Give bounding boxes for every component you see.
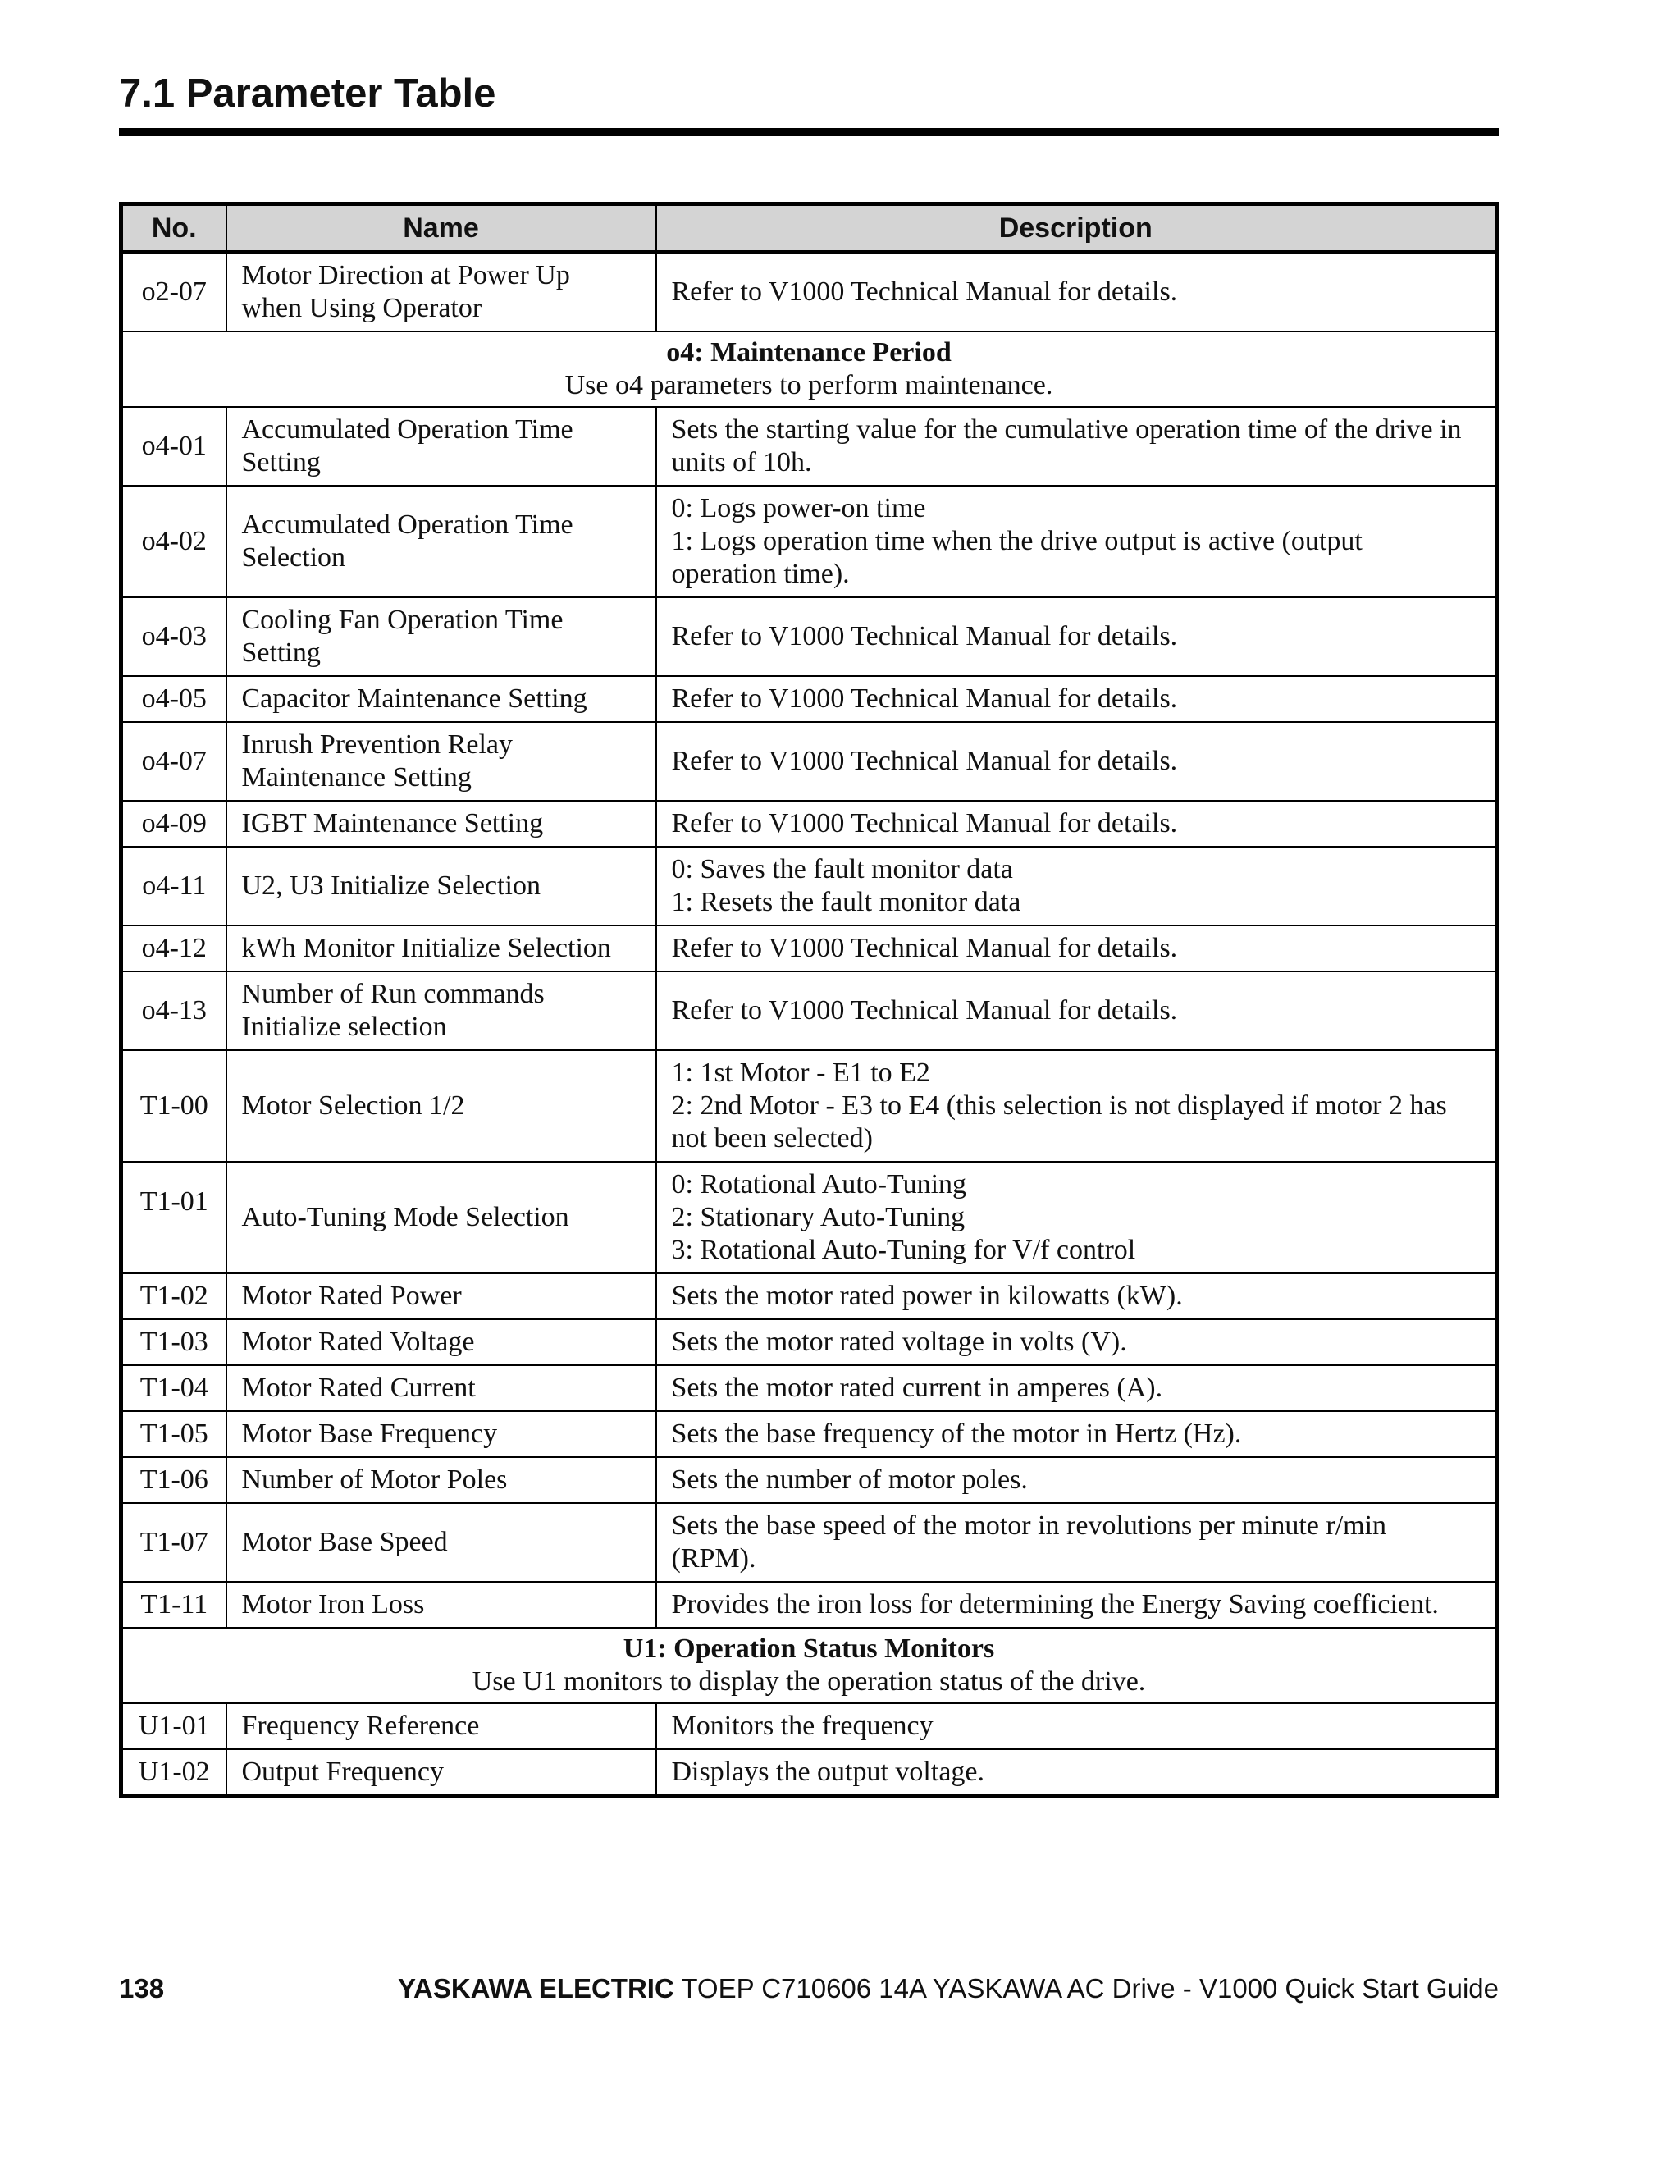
param-description-line: 0: Rotational Auto-Tuning <box>671 1169 967 1199</box>
param-description-line: units of 10h. <box>671 447 812 477</box>
param-number: o4-11 <box>121 847 226 925</box>
param-description <box>656 252 1497 331</box>
param-description <box>656 1273 1497 1319</box>
param-description <box>656 801 1497 847</box>
table-row <box>121 597 1497 676</box>
param-name-line: Motor Base Frequency <box>241 1419 498 1449</box>
param-number: T1-06 <box>121 1457 226 1503</box>
param-name-line: kWh Monitor Initialize Selection <box>241 933 611 963</box>
param-name-line: Motor Iron Loss <box>241 1589 425 1620</box>
param-number: o4-12 <box>121 925 226 971</box>
param-description-line: Refer to V1000 Technical Manual for details. <box>671 276 1178 307</box>
param-number: o4-01 <box>121 407 226 486</box>
param-description-line: Refer to V1000 Technical Manual for details. <box>671 746 1178 776</box>
param-name <box>226 1703 656 1749</box>
group-title: U1: Operation Status Monitors <box>623 1633 995 1664</box>
param-name <box>226 1411 656 1457</box>
group-subtitle: Use o4 parameters to perform maintenance. <box>564 370 1053 400</box>
param-name-line: U2, U3 Initialize Selection <box>241 870 541 901</box>
table-body <box>121 252 1497 1797</box>
param-description-line: Refer to V1000 Technical Manual for details. <box>671 621 1178 651</box>
param-name-line: Auto-Tuning Mode Selection <box>241 1202 569 1232</box>
param-description-line: Sets the motor rated current in amperes (A). <box>671 1373 1163 1403</box>
param-description <box>656 1582 1497 1628</box>
param-description-line: Refer to V1000 Technical Manual for details. <box>671 933 1178 963</box>
param-name <box>226 1365 656 1411</box>
param-number: T1-03 <box>121 1319 226 1365</box>
param-description-line: Sets the base speed of the motor in revolutions per minute r/min <box>671 1510 1387 1541</box>
table-row <box>121 1050 1497 1162</box>
param-number: T1-05 <box>121 1411 226 1457</box>
header-no: No. <box>121 204 226 253</box>
param-description-line: 1: 1st Motor - E1 to E2 <box>671 1058 930 1088</box>
table-row <box>121 1749 1497 1797</box>
param-number: U1-01 <box>121 1703 226 1749</box>
table-row <box>121 847 1497 925</box>
param-description <box>656 1749 1497 1797</box>
param-description-line: Refer to V1000 Technical Manual for details. <box>671 995 1178 1026</box>
param-number: T1-11 <box>121 1582 226 1628</box>
param-number: T1-00 <box>121 1050 226 1162</box>
param-name <box>226 1162 656 1273</box>
param-name <box>226 1457 656 1503</box>
param-description-line: Sets the motor rated voltage in volts (V). <box>671 1327 1127 1357</box>
param-description-line: Sets the base frequency of the motor in Hertz (Hz). <box>671 1419 1242 1449</box>
param-description <box>656 971 1497 1050</box>
table-row <box>121 1457 1497 1503</box>
param-description <box>656 1365 1497 1411</box>
param-name <box>226 597 656 676</box>
table-row <box>121 1582 1497 1628</box>
param-description-line: Sets the motor rated power in kilowatts (kW). <box>671 1281 1183 1311</box>
param-description-line: Provides the iron loss for determining the Energy Saving coefficient. <box>671 1589 1439 1620</box>
param-description-line: 1: Resets the fault monitor data <box>671 887 1021 917</box>
param-number: o4-13 <box>121 971 226 1050</box>
param-name <box>226 971 656 1050</box>
param-name <box>226 847 656 925</box>
param-name-line: Accumulated Operation Time <box>241 414 573 445</box>
param-number: o4-09 <box>121 801 226 847</box>
param-name-line: Selection <box>241 542 346 573</box>
footer-brand: YASKAWA ELECTRIC <box>398 1973 674 2004</box>
param-description <box>656 1703 1497 1749</box>
section-title: 7.1 Parameter Table <box>119 71 496 116</box>
group-header-row <box>121 331 1497 407</box>
param-number: T1-02 <box>121 1273 226 1319</box>
table-row <box>121 1703 1497 1749</box>
group-header-cell <box>121 1628 1497 1703</box>
param-name <box>226 1319 656 1365</box>
param-description-line: Refer to V1000 Technical Manual for details. <box>671 808 1178 838</box>
table-row <box>121 1411 1497 1457</box>
param-number: o2-07 <box>121 252 226 331</box>
param-description <box>656 847 1497 925</box>
param-name-line: Motor Rated Power <box>241 1281 462 1311</box>
param-number: o4-03 <box>121 597 226 676</box>
param-name-line: Initialize selection <box>241 1012 447 1042</box>
footer-doc-title: TOEP C710606 14A YASKAWA AC Drive - V1000 Quick Start Guide <box>673 1973 1499 2004</box>
param-description <box>656 1319 1497 1365</box>
param-description-line: 0: Saves the fault monitor data <box>671 854 1013 884</box>
param-name <box>226 407 656 486</box>
param-name <box>226 1503 656 1582</box>
param-description-line: (RPM). <box>671 1543 756 1574</box>
param-name-line: Maintenance Setting <box>241 762 472 793</box>
table-row <box>121 252 1497 331</box>
table-row <box>121 407 1497 486</box>
param-name <box>226 722 656 801</box>
param-name-line: Motor Direction at Power Up <box>241 260 570 290</box>
param-description <box>656 1457 1497 1503</box>
param-number: o4-05 <box>121 676 226 722</box>
footer-doc-info <box>398 1972 1499 2005</box>
param-description-line: 2: 2nd Motor - E3 to E4 (this selection is not displayed if motor 2 has <box>671 1090 1447 1121</box>
param-name <box>226 801 656 847</box>
param-name-line: Motor Rated Voltage <box>241 1327 475 1357</box>
param-name-line: Number of Motor Poles <box>241 1464 508 1495</box>
param-number: o4-02 <box>121 486 226 597</box>
table-row <box>121 1319 1497 1365</box>
param-description-line: Displays the output voltage. <box>671 1757 985 1787</box>
param-name-line: Output Frequency <box>241 1757 444 1787</box>
parameter-table <box>119 202 1499 1798</box>
param-name-line: Accumulated Operation Time <box>241 509 573 540</box>
table-row <box>121 676 1497 722</box>
param-name-line: Motor Rated Current <box>241 1373 476 1403</box>
param-description-line: 3: Rotational Auto-Tuning for V/f control <box>671 1235 1136 1265</box>
param-description <box>656 1411 1497 1457</box>
param-name-line: Motor Selection 1/2 <box>241 1090 465 1121</box>
param-name <box>226 252 656 331</box>
table-row <box>121 925 1497 971</box>
table-row <box>121 1162 1497 1273</box>
param-number: T1-07 <box>121 1503 226 1582</box>
group-subtitle: Use U1 monitors to display the operation status of the drive. <box>472 1666 1146 1697</box>
param-name <box>226 1582 656 1628</box>
param-name <box>226 676 656 722</box>
table-row <box>121 486 1497 597</box>
param-description <box>656 1050 1497 1162</box>
param-description-line: Sets the number of motor poles. <box>671 1464 1028 1495</box>
group-title: o4: Maintenance Period <box>666 337 952 368</box>
param-number: T1-04 <box>121 1365 226 1411</box>
title-rule <box>119 128 1499 136</box>
param-name <box>226 1273 656 1319</box>
table-row <box>121 1273 1497 1319</box>
param-name-line: Cooling Fan Operation Time <box>241 605 564 635</box>
param-description <box>656 597 1497 676</box>
param-description-line: Refer to V1000 Technical Manual for details. <box>671 683 1178 714</box>
param-description-line: operation time). <box>671 559 850 589</box>
table-row <box>121 971 1497 1050</box>
param-description <box>656 925 1497 971</box>
param-name-line: Inrush Prevention Relay <box>241 729 513 760</box>
header-description: Description <box>656 204 1497 253</box>
param-name <box>226 486 656 597</box>
param-name-line: Capacitor Maintenance Setting <box>241 683 587 714</box>
param-name-line: Frequency Reference <box>241 1711 480 1741</box>
param-name-line: when Using Operator <box>241 293 482 323</box>
param-name-line: Number of Run commands <box>241 979 545 1009</box>
page-number: 138 <box>119 1973 165 2004</box>
table-row <box>121 1365 1497 1411</box>
param-description <box>656 407 1497 486</box>
param-name <box>226 1749 656 1797</box>
group-header-cell <box>121 331 1497 407</box>
param-description-line: 1: Logs operation time when the drive output is active (output <box>671 526 1363 556</box>
table-header-row <box>121 204 1497 253</box>
param-number: T1-01 <box>121 1162 226 1273</box>
param-number: o4-07 <box>121 722 226 801</box>
param-description-line: 0: Logs power-on time <box>671 493 926 523</box>
param-description <box>656 722 1497 801</box>
table-row <box>121 722 1497 801</box>
param-description <box>656 486 1497 597</box>
param-name <box>226 925 656 971</box>
table-row <box>121 1503 1497 1582</box>
param-description <box>656 1162 1497 1273</box>
param-name <box>226 1050 656 1162</box>
table-row <box>121 801 1497 847</box>
param-description-line: Monitors the frequency <box>671 1711 934 1741</box>
param-description-line: not been selected) <box>671 1123 873 1154</box>
param-description-line: 2: Stationary Auto-Tuning <box>671 1202 966 1232</box>
param-number: U1-02 <box>121 1749 226 1797</box>
group-header-row <box>121 1628 1497 1703</box>
param-description <box>656 1503 1497 1582</box>
param-description <box>656 676 1497 722</box>
param-description-line: Sets the starting value for the cumulative operation time of the drive in <box>671 414 1462 445</box>
header-name: Name <box>226 204 656 253</box>
param-name-line: Motor Base Speed <box>241 1527 448 1557</box>
param-name-line: Setting <box>241 637 321 668</box>
param-name-line: IGBT Maintenance Setting <box>241 808 544 838</box>
param-name-line: Setting <box>241 447 321 477</box>
